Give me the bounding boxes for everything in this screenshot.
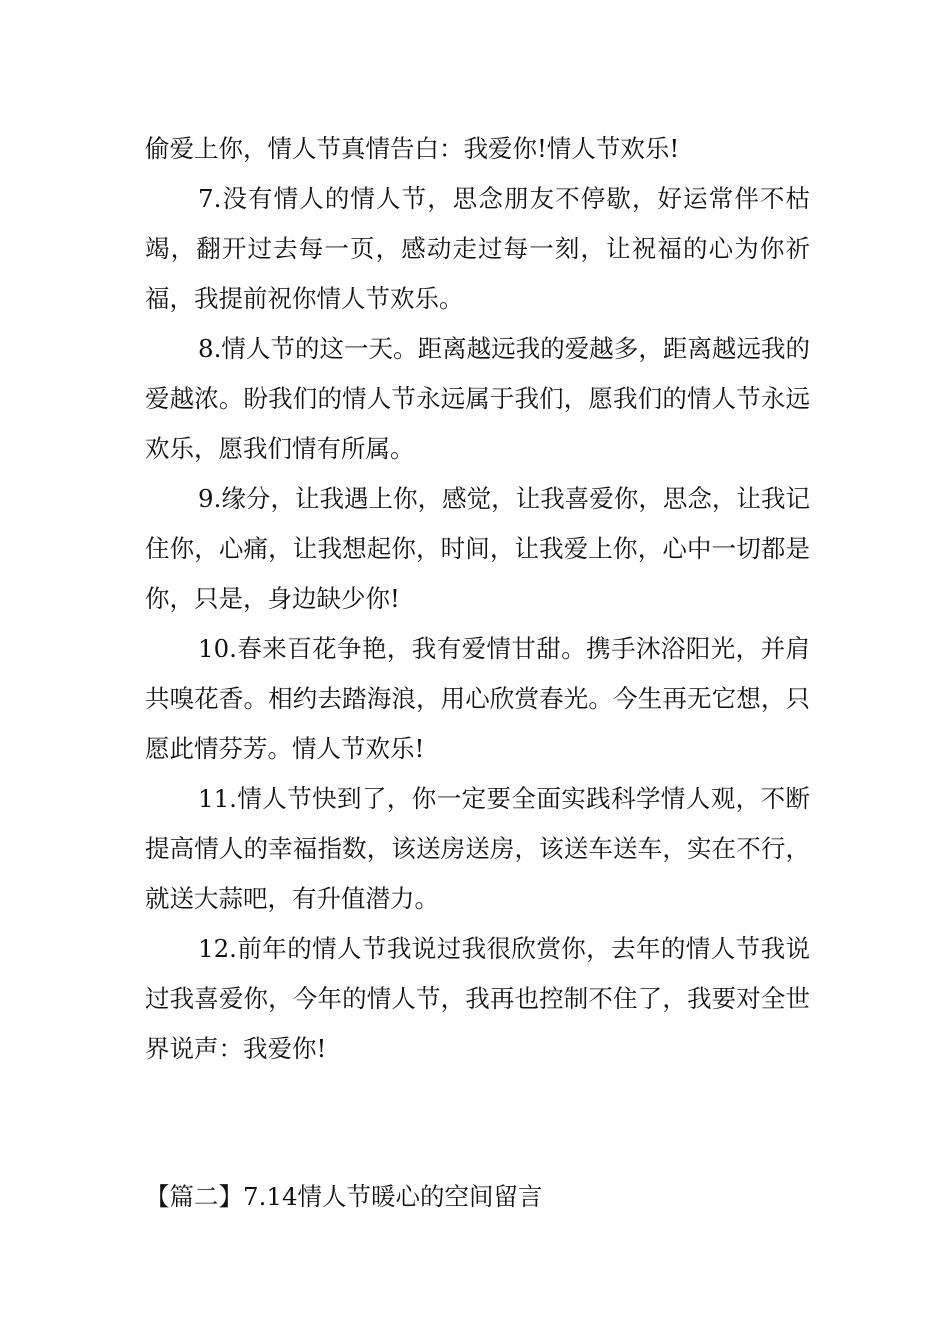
paragraph-item-9: 9.缘分，让我遇上你，感觉，让我喜爱你，思念，让我记住你，心痛，让我想起你，时间，让我爱上你，心中一切都是你，只是，身边缺少你! [145,484,810,613]
paragraph-item-11: 11.情人节快到了，你一定要全面实践科学情人观，不断提高情人的幸福指数，该送房送房，该送车送车，实在不行，就送大蒜吧，有升值潜力。 [145,784,810,913]
section-heading: 【篇二】7.14情人节暖心的空间留言 [145,1182,543,1211]
paragraph-continuation: 偷爱上你，情人节真情告白：我爱你!情人节欢乐! [145,134,680,163]
paragraph-item-8: 8.情人节的这一天。距离越远我的爱越多，距离越远我的爱越浓。盼我们的情人节永远属于我们，愿我们的情人节永远欢乐，愿我们情有所属。 [145,334,810,463]
document-body [145,124,810,1074]
paragraph-item-10: 10.春来百花争艳，我有爱情甘甜。携手沐浴阳光，并肩共嗅花香。相约去踏海浪，用心欣赏春光。今生再无它想，只愿此情芬芳。情人节欢乐! [145,634,810,763]
paragraph-item-12: 12.前年的情人节我说过我很欣赏你，去年的情人节我说过我喜爱你，今年的情人节，我再也控制不住了，我要对全世界说声：我爱你! [145,934,810,1063]
paragraph-item-7: 7.没有情人的情人节，思念朋友不停歇，好运常伴不枯竭，翻开过去每一页，感动走过每一刻，让祝福的心为你祈福，我提前祝你情人节欢乐。 [145,184,810,313]
